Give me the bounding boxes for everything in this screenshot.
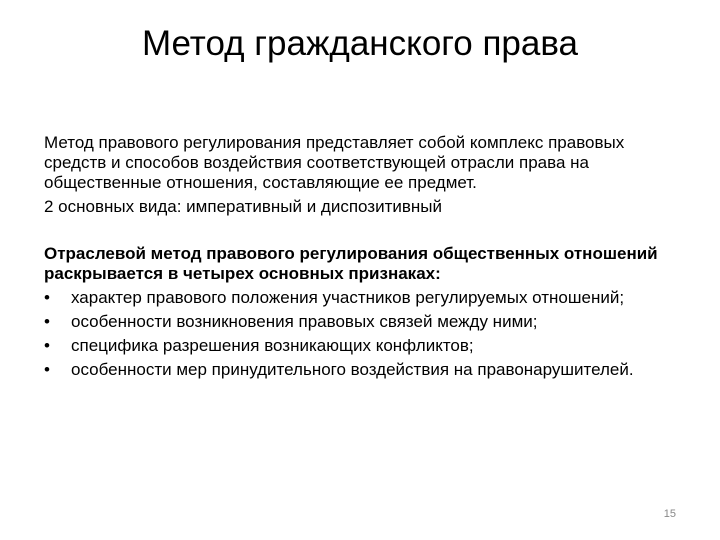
list-item-text: характер правового положения участников регулируемых отношений; (71, 288, 625, 307)
bullet-icon: • (44, 360, 50, 379)
types-paragraph: 2 основных вида: императивный и диспозитивный (44, 197, 443, 216)
bullet-icon: • (44, 312, 50, 331)
slide-body (44, 133, 684, 384)
list-item-text: особенности возникновения правовых связей между ними; (71, 312, 538, 331)
list-item-text: специфика разрешения возникающих конфликтов; (71, 336, 474, 355)
list-item (44, 336, 684, 356)
bullet-icon: • (44, 336, 50, 355)
features-heading: Отраслевой метод правового регулирования общественных отношений раскрывается в четырех основных признаках: (44, 244, 658, 283)
definition-paragraph: Метод правового регулирования представляет собой комплекс правовых средств и способов воздействия соответствующей отрасли права на общественные отношения, составляющие ее предмет. (44, 133, 625, 192)
page-number: 15 (663, 508, 676, 520)
features-list (44, 288, 684, 380)
list-item (44, 312, 684, 332)
list-item-text: особенности мер принудительного воздействия на правонарушителей. (71, 360, 634, 379)
features-section (44, 244, 684, 380)
slide-title: Метод гражданского права (141, 24, 579, 63)
bullet-icon: • (44, 288, 50, 307)
list-item (44, 360, 684, 380)
list-item (44, 288, 684, 308)
